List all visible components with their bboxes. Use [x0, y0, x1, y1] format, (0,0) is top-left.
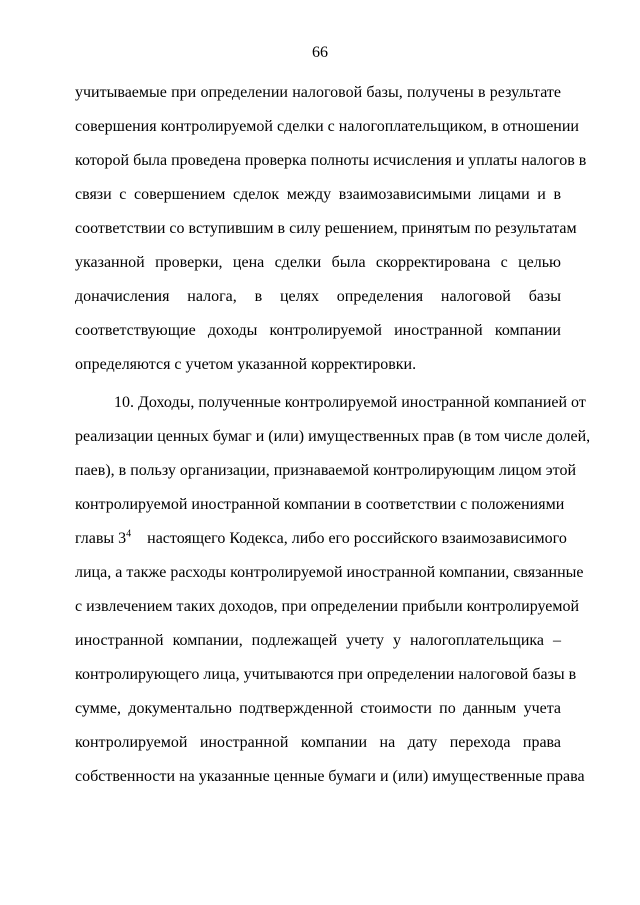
text-line: иностранной компании, подлежащей учету у налогоплательщика – — [75, 632, 561, 649]
text-line: учитываемые при определении налоговой базы, получены в результате — [75, 84, 561, 101]
text-line: реализации ценных бумаг и (или) имущественных прав (в том числе долей, — [75, 428, 591, 445]
text-line: паев), в пользу организации, признаваемой контролирующим лицом этой — [75, 462, 576, 479]
text-line: связи с совершением сделок между взаимозависимыми лицами и в — [75, 186, 561, 203]
text-line-remainder: настоящего Кодекса, либо его российского взаимозависимого — [147, 530, 567, 547]
text-line: соответствии со вступившим в силу решением, принятым по результатам — [75, 220, 577, 237]
text-line: контролируемой иностранной компании на дату перехода права — [75, 734, 561, 751]
text-line-with-superscript — [75, 528, 567, 549]
text-line: с извлечением таких доходов, при определении прибыли контролируемой — [75, 598, 580, 615]
text-line: определяются с учетом указанной корректировки. — [75, 356, 417, 373]
text-line: совершения контролируемой сделки с налогоплательщиком, в отношении — [75, 118, 579, 135]
paragraph-10-first-line: 10. Доходы, полученные контролируемой иностранной компанией от — [114, 394, 586, 411]
text-line: лица, а также расходы контролируемой иностранной компании, связанные — [75, 564, 584, 581]
chapter-superscript: 4 — [126, 528, 132, 540]
text-line: соответствующие доходы контролируемой иностранной компании — [75, 322, 561, 339]
text-line: сумме, документально подтвержденной стоимости по данным учета — [75, 700, 561, 717]
chapter-reference: главы $3^4$ — [75, 528, 132, 547]
text-line: доначисления налога, в целях определения налоговой базы — [75, 288, 561, 305]
text-line: контролируемой иностранной компании в соответствии с положениями — [75, 496, 565, 513]
text-line: которой была проведена проверка полноты исчисления и уплаты налогов в — [75, 152, 587, 169]
text-line: контролирующего лица, учитываются при определении налоговой базы в — [75, 666, 577, 683]
page-number: 66 — [312, 44, 328, 61]
text-line: собственности на указанные ценные бумаги и (или) имущественные права — [75, 768, 585, 785]
text-line: указанной проверки, цена сделки была скорректирована с целью — [75, 254, 561, 271]
